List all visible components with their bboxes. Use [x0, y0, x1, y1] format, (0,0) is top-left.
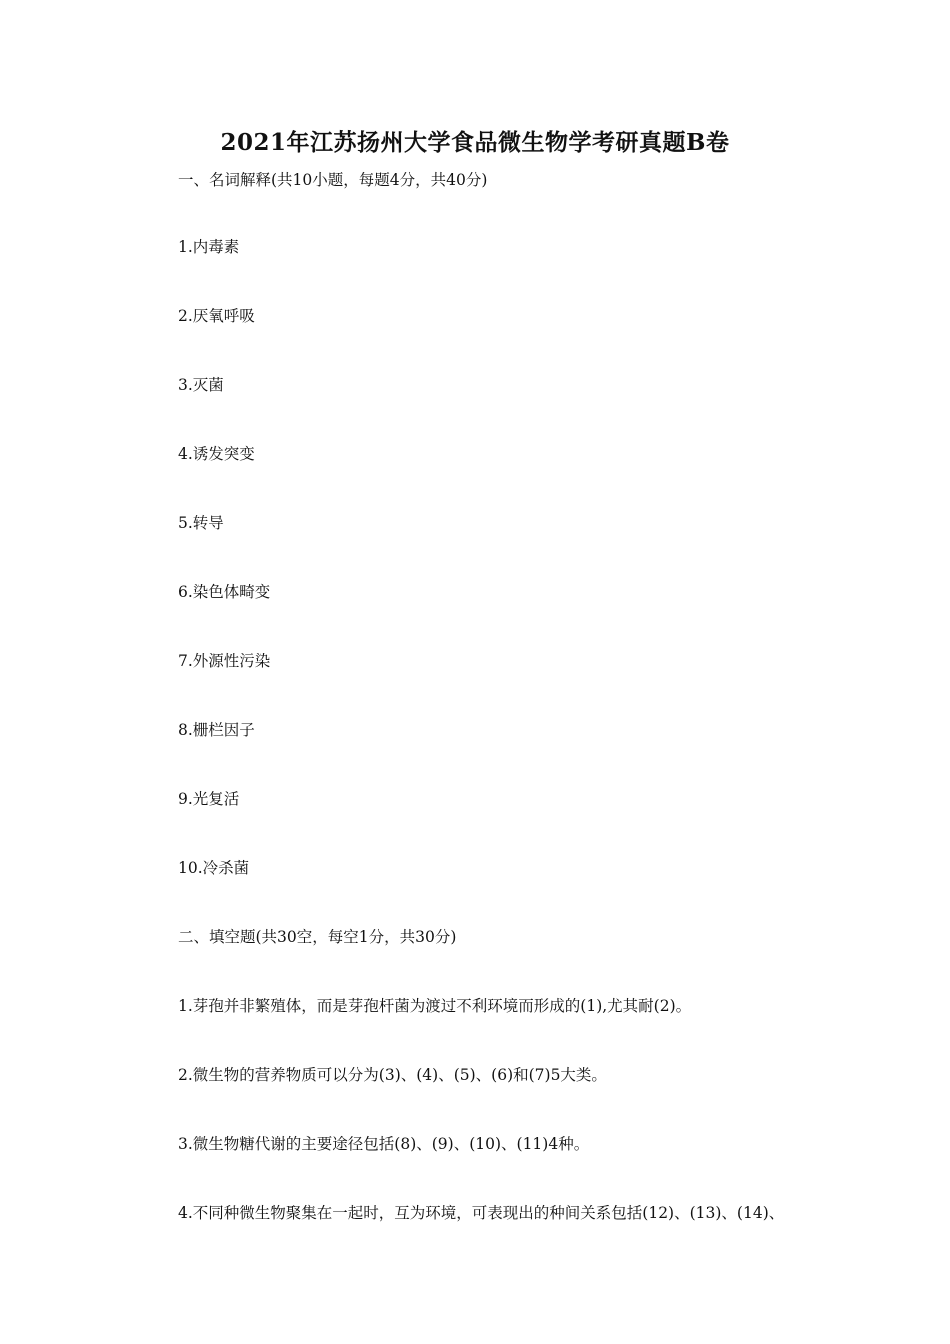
- term-item: 3.灭菌: [178, 376, 224, 394]
- fill-question: 2.微生物的营养物质可以分为(3)、(4)、(5)、(6)和(7)5大类。: [178, 1066, 607, 1084]
- fill-question: 3.微生物糖代谢的主要途径包括(8)、(9)、(10)、(11)4种。: [178, 1135, 590, 1153]
- document-title: 2021年江苏扬州大学食品微生物学考研真题B卷: [220, 129, 730, 156]
- term-item: 8.栅栏因子: [178, 721, 255, 739]
- term-item: 7.外源性污染: [178, 652, 271, 670]
- section2-heading: 二、填空题(共30空，每空1分，共30分): [178, 928, 457, 946]
- term-item: 4.诱发突变: [178, 445, 255, 463]
- term-item: 10.冷杀菌: [178, 859, 250, 877]
- term-item: 9.光复活: [178, 790, 240, 808]
- fill-question: 4.不同种微生物聚集在一起时，互为环境，可表现出的种间关系包括(12)、(13)、(14)、: [178, 1204, 785, 1222]
- section1-heading: 一、名词解释(共10小题，每题4分，共40分): [178, 171, 488, 189]
- term-item: 5.转导: [178, 514, 224, 532]
- term-item: 6.染色体畸变: [178, 583, 271, 601]
- term-item: 2.厌氧呼吸: [178, 307, 255, 325]
- fill-question: 1.芽孢并非繁殖体，而是芽孢杆菌为渡过不利环境而形成的(1),尤其耐(2)。: [178, 997, 692, 1015]
- term-item: 1.内毒素: [178, 238, 240, 256]
